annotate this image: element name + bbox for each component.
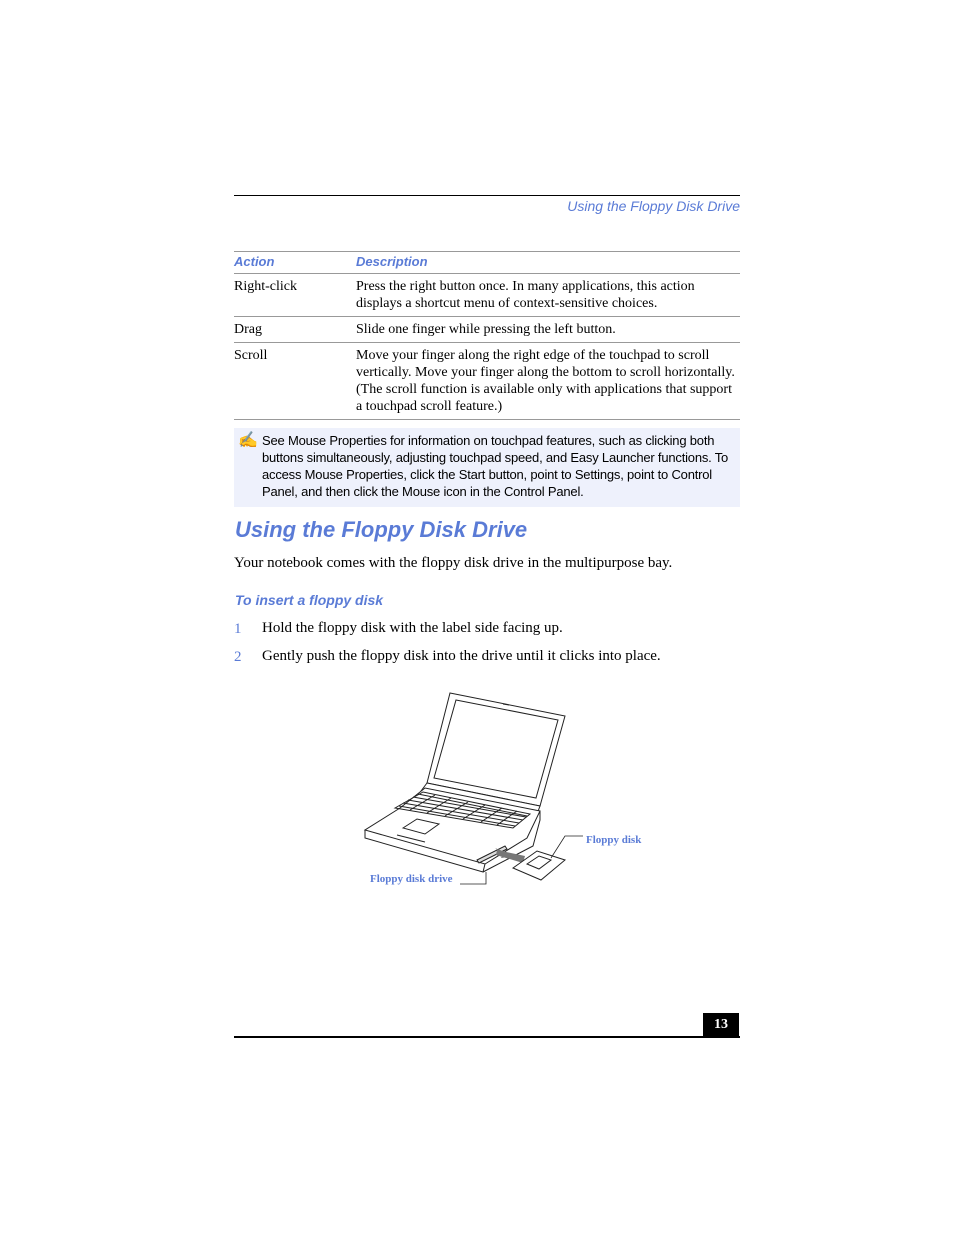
- table-cell-action: Right-click: [234, 274, 356, 317]
- table-header-description: Description: [356, 252, 740, 274]
- callout-floppy-disk: Floppy disk: [586, 834, 642, 846]
- procedure-title: To insert a floppy disk: [235, 592, 384, 608]
- table-cell-action: Scroll: [234, 343, 356, 420]
- step-2-text: Gently push the floppy disk into the drive until it clicks into place.: [262, 648, 661, 664]
- table-header-row: [234, 252, 740, 274]
- table-cell-action: Drag: [234, 317, 356, 343]
- table-cell-description: Press the right button once. In many applications, this action displays a shortcut menu of context-sensitive choices.: [356, 274, 740, 317]
- callout-floppy-disk-drive: Floppy disk drive: [370, 873, 453, 885]
- laptop-floppy-illustration: [355, 688, 655, 888]
- section-intro: Your notebook comes with the floppy disk drive in the multipurpose bay.: [234, 555, 673, 571]
- step-2: [234, 648, 242, 666]
- table-row: [234, 274, 740, 317]
- table-row: [234, 317, 740, 343]
- table-cell-description: Slide one finger while pressing the left button.: [356, 317, 740, 343]
- step-number: 1: [234, 621, 242, 637]
- touchpad-actions-table: [234, 251, 740, 420]
- page-number: 13: [703, 1013, 739, 1037]
- table-cell-description: Move your finger along the right edge of the touchpad to scroll vertically. Move your finger along the bottom to scroll horizontally. (The scroll function is available only with applications that support a touchpad scroll feature.): [356, 343, 740, 420]
- note-pencil-icon: ✍: [238, 432, 258, 449]
- step-1: [234, 620, 242, 638]
- note-text: See Mouse Properties for information on touchpad features, such as clicking both buttons simultaneously, adjusting touchpad speed, and Easy Launcher functions. To access Mouse Properties, click the Start button, point to Settings, point to Control Panel, and then click the Mouse icon in the Control Panel.: [262, 433, 729, 499]
- footer-rule: [234, 1036, 740, 1038]
- step-number: 2: [234, 649, 242, 665]
- step-1-text: Hold the floppy disk with the label side facing up.: [262, 620, 563, 636]
- running-header-title: Using the Floppy Disk Drive: [567, 198, 740, 214]
- table-row: [234, 343, 740, 420]
- section-title: Using the Floppy Disk Drive: [235, 517, 528, 542]
- table-header-action: Action: [234, 252, 356, 274]
- header-rule: [234, 195, 740, 196]
